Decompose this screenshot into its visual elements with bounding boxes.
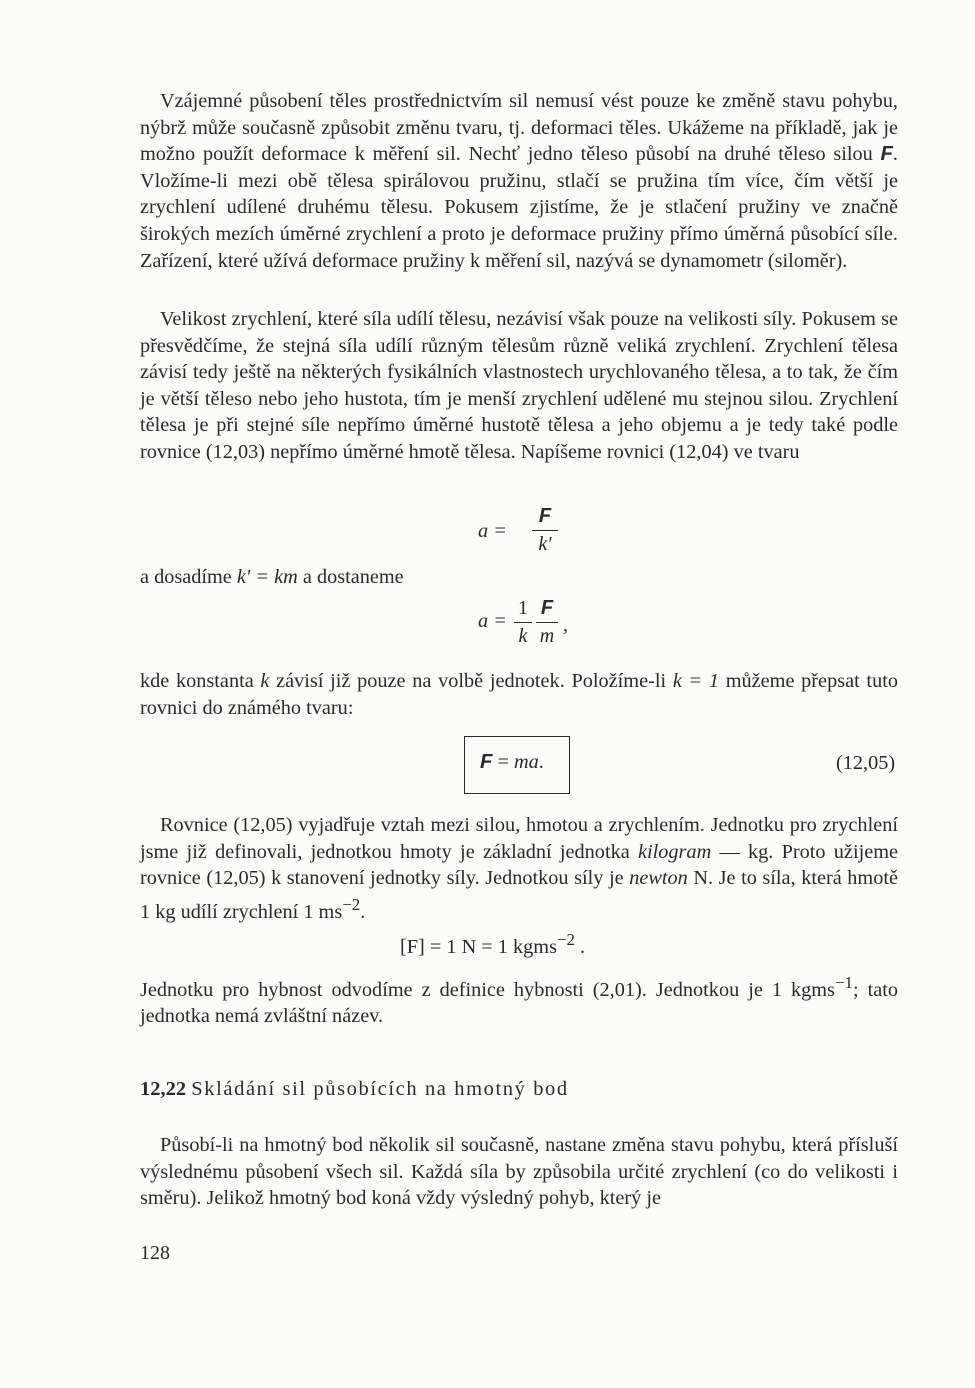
paragraph-text: . Vložíme-li mezi obě tělesa spirálovou pružinu, stlačí se pružina tím více, čím větší je zrychlení udílené druhému tělesu. Pokusem zjistíme, že je stlačení pružiny ve značně širokých mezích úměrné zrychlení a proto je deformace pružiny přímo úměrná působící síle. Zařízení, které užívá deformace pružiny k měření sil, nazývá se dynamometr (siloměr). xyxy=(140,143,898,272)
fraction-denominator: k xyxy=(518,625,528,647)
paragraph-text: N. Je to síla, která hmotě 1 kg udílí zrychlení 1 ms xyxy=(140,867,898,923)
equation-f-equals-ma xyxy=(480,751,544,774)
paragraph-units xyxy=(140,812,898,925)
unit-kilogram: kilogram xyxy=(637,840,712,863)
fraction-bar xyxy=(514,622,532,623)
substitution-line xyxy=(140,566,404,589)
equation-comma: , xyxy=(563,614,569,636)
paragraph-text: závisí již pouze na volbě jednotek. Položíme-li xyxy=(269,670,673,692)
unit-newton: newton xyxy=(629,867,688,890)
fraction-denominator: m xyxy=(539,625,555,647)
fraction xyxy=(514,597,532,648)
equation-lhs: a = xyxy=(478,520,507,542)
fraction xyxy=(536,597,558,648)
equals-sign: = xyxy=(497,751,514,773)
paragraph-text: Velikost zrychlení, které síla udílí tělesu, nezávisí však pouze na velikosti síly. Pokusem se přesvědčíme, že stejná síla udílí různým tělesům různě veliká zrychlení. Zrychlení tělesa závisí tedy ještě na některých fysikálních vlastnostech urychlovaného tělesa, a to tak, že čím je větší těleso nebo jeho hustota, tím je menší zrychlení udělené mu stejnou silou. Zrychlení tělesa je při stejné síle nepřímo úměrné hustotě tělesa a jeho objemu a je tedy také podle rovnice (12,03) nepřímo úměrné hmotě tělesa. Napíšeme rovnici (12,04) ve tvaru xyxy=(140,308,898,463)
paragraph-acceleration xyxy=(140,306,898,466)
paragraph-deformation xyxy=(140,88,898,274)
section-number: 12,22 xyxy=(140,1078,187,1100)
paragraph-constant xyxy=(140,668,898,721)
equation-period: . xyxy=(538,751,544,773)
paragraph-text: můžeme přepsat tuto rovnici do známého tvaru: xyxy=(140,670,898,719)
fraction-numerator: 1 xyxy=(518,597,528,619)
force-symbol: F xyxy=(880,143,893,166)
constant-k: k xyxy=(260,670,270,692)
fraction-numerator: F xyxy=(540,597,554,619)
mass-acceleration: ma xyxy=(513,751,539,773)
equation-newton-definition xyxy=(400,930,585,959)
fraction-denominator: k′ xyxy=(538,533,552,555)
fraction-bar xyxy=(536,622,558,623)
section-title: Skládání sil působících na hmotný bod xyxy=(191,1078,569,1100)
section-heading xyxy=(140,1078,569,1101)
equation-number: (12,05) xyxy=(836,752,896,774)
paragraph-text: ; tato jednotka nemá zvláštní název. xyxy=(140,978,898,1028)
exponent: −2 xyxy=(342,894,361,914)
force-symbol: F xyxy=(480,751,493,773)
paragraph-text: Jednotku pro hybnost odvodíme z definice hybnosti (2,01). Jednotkou je 1 kgms xyxy=(140,978,835,1001)
substitution-text: a dostaneme xyxy=(297,566,404,588)
paragraph-text: Vzájemné působení těles prostřednictvím sil nemusí vést pouze ke změně stavu pohybu, nýbrž může současně způsobit změnu tvaru, tj. deformaci těles. Ukážeme na příkladě, jak je možno použít deformace k měření sil. Nechť jedno těleso působí na druhé těleso silou xyxy=(140,90,898,166)
k-equals-one: k = 1 xyxy=(672,670,720,692)
paragraph-text: Rovnice (12,05) vyjadřuje vztah mezi silou, hmotou a zrychlením. Jednotku pro zrychlení jsme již definovali, jednotkou hmoty je základní jednotka xyxy=(140,814,898,863)
exponent: −1 xyxy=(834,973,853,992)
substitution-expression: k′ = km xyxy=(236,566,298,588)
paragraph-momentum-unit xyxy=(140,970,898,1030)
fraction xyxy=(532,505,558,556)
fraction-numerator: F xyxy=(538,505,552,527)
paragraph-text: Působí-li na hmotný bod několik sil současně, nastane změna stavu pohybu, která přísluší výslednému působení všech sil. Každá síla by způsobila určité zrychlení (co do velikosti i směru). Jelikož hmotný bod koná vždy výsledný pohyb, který je xyxy=(140,1134,898,1210)
page-number: 128 xyxy=(140,1242,170,1264)
equation-text: [F] = 1 N = 1 kgms xyxy=(400,935,557,958)
fraction-bar xyxy=(532,530,558,531)
exponent: −2 xyxy=(556,930,575,949)
paragraph-text: kde konstanta xyxy=(140,670,261,692)
paragraph-composition xyxy=(140,1132,898,1212)
equation-lhs: a = xyxy=(478,610,507,632)
substitution-text: a dosadíme xyxy=(140,566,237,588)
equation-period: . xyxy=(574,935,586,958)
paragraph-text: — kg. Proto užijeme rovnice (12,05) k stanovení jednotky síly. Jednotkou síly je xyxy=(140,840,898,890)
paragraph-text: . xyxy=(360,900,366,923)
